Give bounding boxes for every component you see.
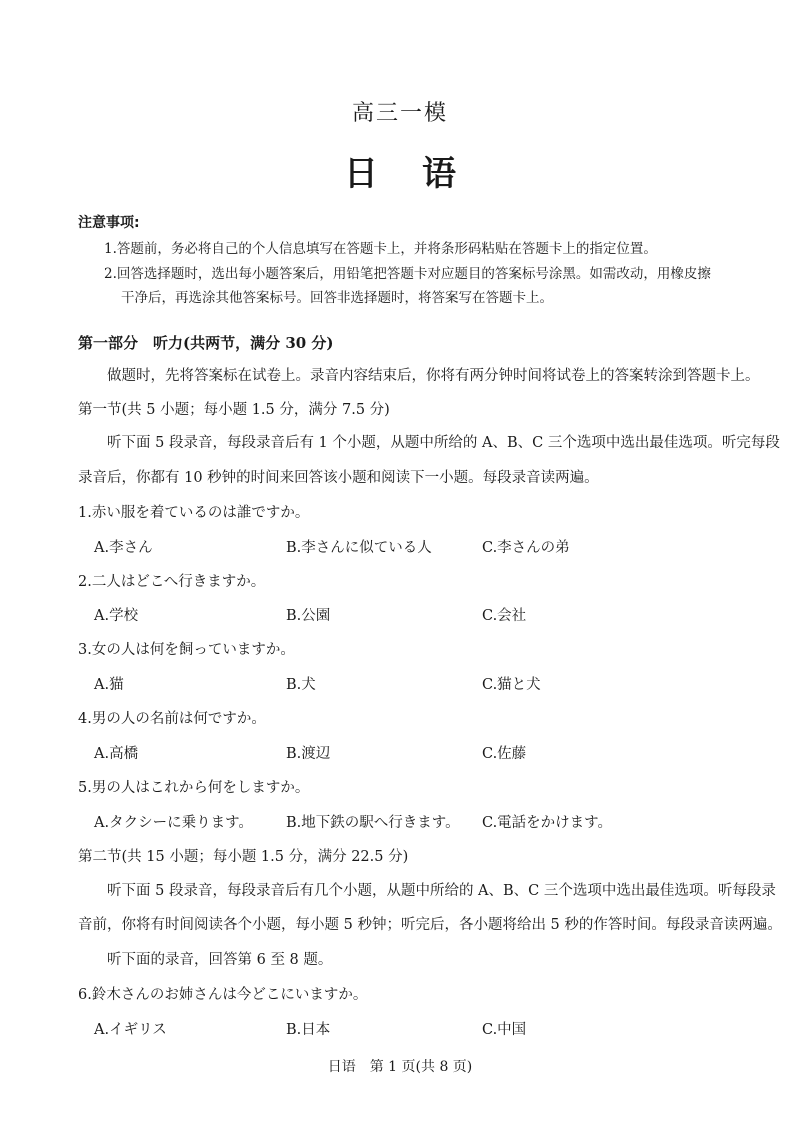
section2-sub-instruction: 听下面的录音，回答第 6 至 8 题。 bbox=[107, 952, 333, 968]
exam-subtitle: 高三一模 bbox=[351, 101, 448, 126]
option-a: A.学校 bbox=[94, 608, 139, 624]
question-6: 6.鈴木さんのお姉さんは今どこにいますか。 bbox=[78, 987, 368, 1003]
question-3: 3.女の人は何を飼っていますか。 bbox=[78, 642, 295, 658]
exam-title bbox=[0, 146, 800, 195]
option-c: C.佐藤 bbox=[482, 746, 527, 762]
option-b: B.日本 bbox=[286, 1022, 331, 1038]
section2-heading: 第二节(共 15 小题；每小题 1.5 分，满分 22.5 分) bbox=[78, 849, 409, 865]
option-a: A.李さん bbox=[94, 540, 153, 556]
option-b: B.地下鉄の駅へ行きます。 bbox=[286, 815, 460, 831]
option-c: C.会社 bbox=[482, 608, 527, 624]
notice-item-2-cont: 干净后，再选涂其他答案标号。回答非选择题时，将答案写在答题卡上。 bbox=[121, 290, 553, 306]
part1-intro: 做题时，先将答案标在试卷上。录音内容结束后，你将有两分钟时间将试卷上的答案转涂到答题卡上。 bbox=[107, 368, 760, 384]
option-c: C.電話をかけます。 bbox=[482, 815, 613, 831]
option-c: C.李さんの弟 bbox=[482, 540, 570, 556]
notice-heading: 注意事项: bbox=[78, 215, 140, 231]
option-c: C.猫と犬 bbox=[482, 677, 541, 693]
title-char-1: 日 bbox=[344, 154, 378, 194]
part1-heading: 第一部分 听力(共两节，满分 30 分) bbox=[78, 334, 334, 352]
question-4-options bbox=[94, 742, 774, 762]
title-char-2: 语 bbox=[422, 154, 456, 194]
notice-item-1: 1.答题前，务必将自己的个人信息填写在答题卡上，并将条形码粘贴在答题卡上的指定位置。 bbox=[104, 241, 657, 257]
option-b: B.犬 bbox=[286, 677, 316, 693]
section2-instructions: 听下面 5 段录音，每段录音后有几个小题，从题中所给的 A、B、C 三个选项中选出最佳选项。听每段录 bbox=[107, 883, 776, 899]
question-2-options bbox=[94, 604, 774, 624]
question-3-options bbox=[94, 673, 774, 693]
question-1: 1.赤い服を着ているのは誰ですか。 bbox=[78, 505, 310, 521]
option-a: A.高橋 bbox=[94, 746, 139, 762]
section1-heading: 第一节(共 5 小题；每小题 1.5 分，满分 7.5 分) bbox=[78, 402, 390, 418]
section1-instructions: 听下面 5 段录音，每段录音后有 1 个小题，从题中所给的 A、B、C 三个选项中选出最佳选项。听完每段 bbox=[107, 435, 780, 451]
question-5: 5.男の人はこれから何をしますか。 bbox=[78, 780, 310, 796]
page-footer: 日语 第 1 页(共 8 页) bbox=[327, 1059, 473, 1075]
option-b: B.李さんに似ている人 bbox=[286, 540, 432, 556]
notice-item-2: 2.回答选择题时，选出每小题答案后，用铅笔把答题卡对应题目的答案标号涂黑。如需改动，用橡皮擦 bbox=[104, 266, 711, 282]
question-1-options bbox=[94, 536, 774, 556]
option-b: B.渡辺 bbox=[286, 746, 331, 762]
section1-instructions-cont: 录音后，你都有 10 秒钟的时间来回答该小题和阅读下一小题。每段录音读两遍。 bbox=[78, 470, 599, 486]
question-6-options bbox=[94, 1018, 774, 1038]
option-a: A.イギリス bbox=[94, 1022, 167, 1038]
question-5-options bbox=[94, 811, 774, 831]
option-b: B.公園 bbox=[286, 608, 331, 624]
question-4: 4.男の人の名前は何ですか。 bbox=[78, 711, 266, 727]
option-c: C.中国 bbox=[482, 1022, 527, 1038]
question-2: 2.二人はどこへ行きますか。 bbox=[78, 574, 266, 590]
option-a: A.猫 bbox=[94, 677, 124, 693]
option-a: A.タクシーに乗ります。 bbox=[94, 815, 253, 831]
section2-instructions-cont: 音前，你将有时间阅读各个小题，每小题 5 秒钟；听完后，各小题将给出 5 秒的作答时间。每段录音读两遍。 bbox=[78, 917, 782, 933]
